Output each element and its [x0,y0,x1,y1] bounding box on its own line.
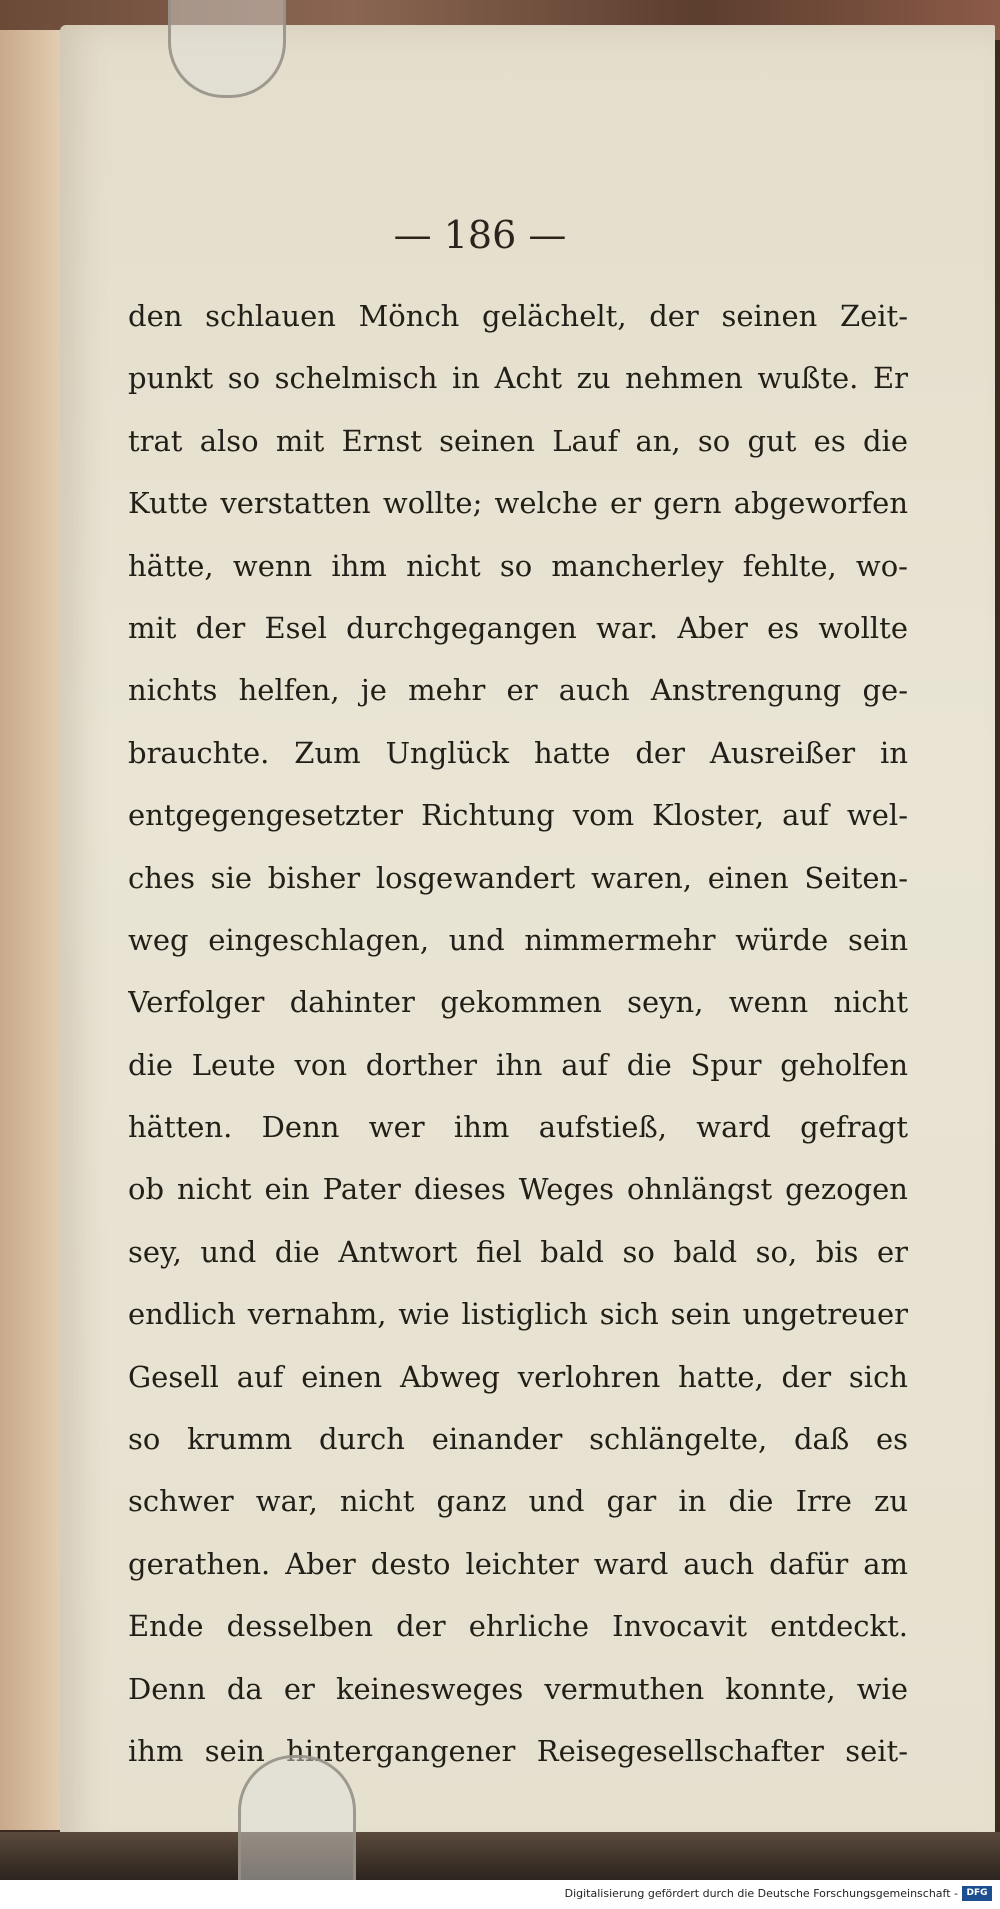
text-line: nichts helfen, je mehr er auch Anstrengung ge- [128,673,908,708]
text-line: weg eingeschlagen, und nimmermehr würde sein [128,922,908,957]
text-line: schwer war, nicht ganz und gar in die Irre zu [128,1484,908,1519]
funding-notice: Digitalisierung gefördert durch die Deutsche Forschungsgemeinschaft - [564,1887,958,1900]
text-line: mit der Esel durchgegangen war. Aber es wollte [128,610,908,645]
text-line: Denn da er keinesweges vermuthen konnte, wie [128,1671,908,1706]
text-line: Kutte verstatten wollte; welche er gern abgeworfen [128,486,908,521]
text-line: ihm sein hintergangener Reisegesellschafter seit- [128,1733,908,1768]
text-line: brauchte. Zum Unglück hatte der Ausreißer in [128,735,908,770]
dfg-logo: DFG [962,1886,992,1901]
text-line: entgegengesetzter Richtung vom Kloster, auf wel- [128,798,908,833]
text-line: den schlauen Mönch gelächelt, der seinen Zeit- [128,299,908,333]
book-clamp-bottom [238,1755,356,1880]
text-line: ob nicht ein Pater dieses Weges ohnlängst gezogen [128,1172,908,1207]
book-cover-bottom-edge [0,1832,1000,1880]
text-line: hätten. Denn wer ihm aufstieß, ward gefragt [128,1110,908,1145]
text-line: Verfolger dahinter gekommen seyn, wenn nicht [128,985,908,1020]
page-number: — 186 — [393,213,567,257]
text-line: die Leute von dorther ihn auf die Spur geholfen [128,1047,908,1082]
text-line: hätte, wenn ihm nicht so mancherley fehlte, wo- [128,548,908,583]
digitization-footer [0,1880,1000,1909]
text-line: gerathen. Aber desto leichter ward auch dafür am [128,1546,908,1581]
text-line: endlich vernahm, wie listiglich sich sein ungetreuer [128,1297,908,1332]
text-line: ches sie bisher losgewandert waren, einen Seiten- [128,860,908,895]
text-line: Ende desselben der ehrliche Invocavit entdeckt. [128,1609,908,1644]
text-line: trat also mit Ernst seinen Lauf an, so gut es die [128,423,908,458]
text-line: punkt so schelmisch in Acht zu nehmen wußte. Er [128,361,908,396]
text-line: sey, und die Antwort fiel bald so bald so, bis er [128,1234,908,1269]
body-text [128,285,908,1782]
text-line: so krumm durch einander schlängelte, daß es [128,1422,908,1457]
text-line: Gesell auf einen Abweg verlohren hatte, der sich [128,1359,908,1394]
